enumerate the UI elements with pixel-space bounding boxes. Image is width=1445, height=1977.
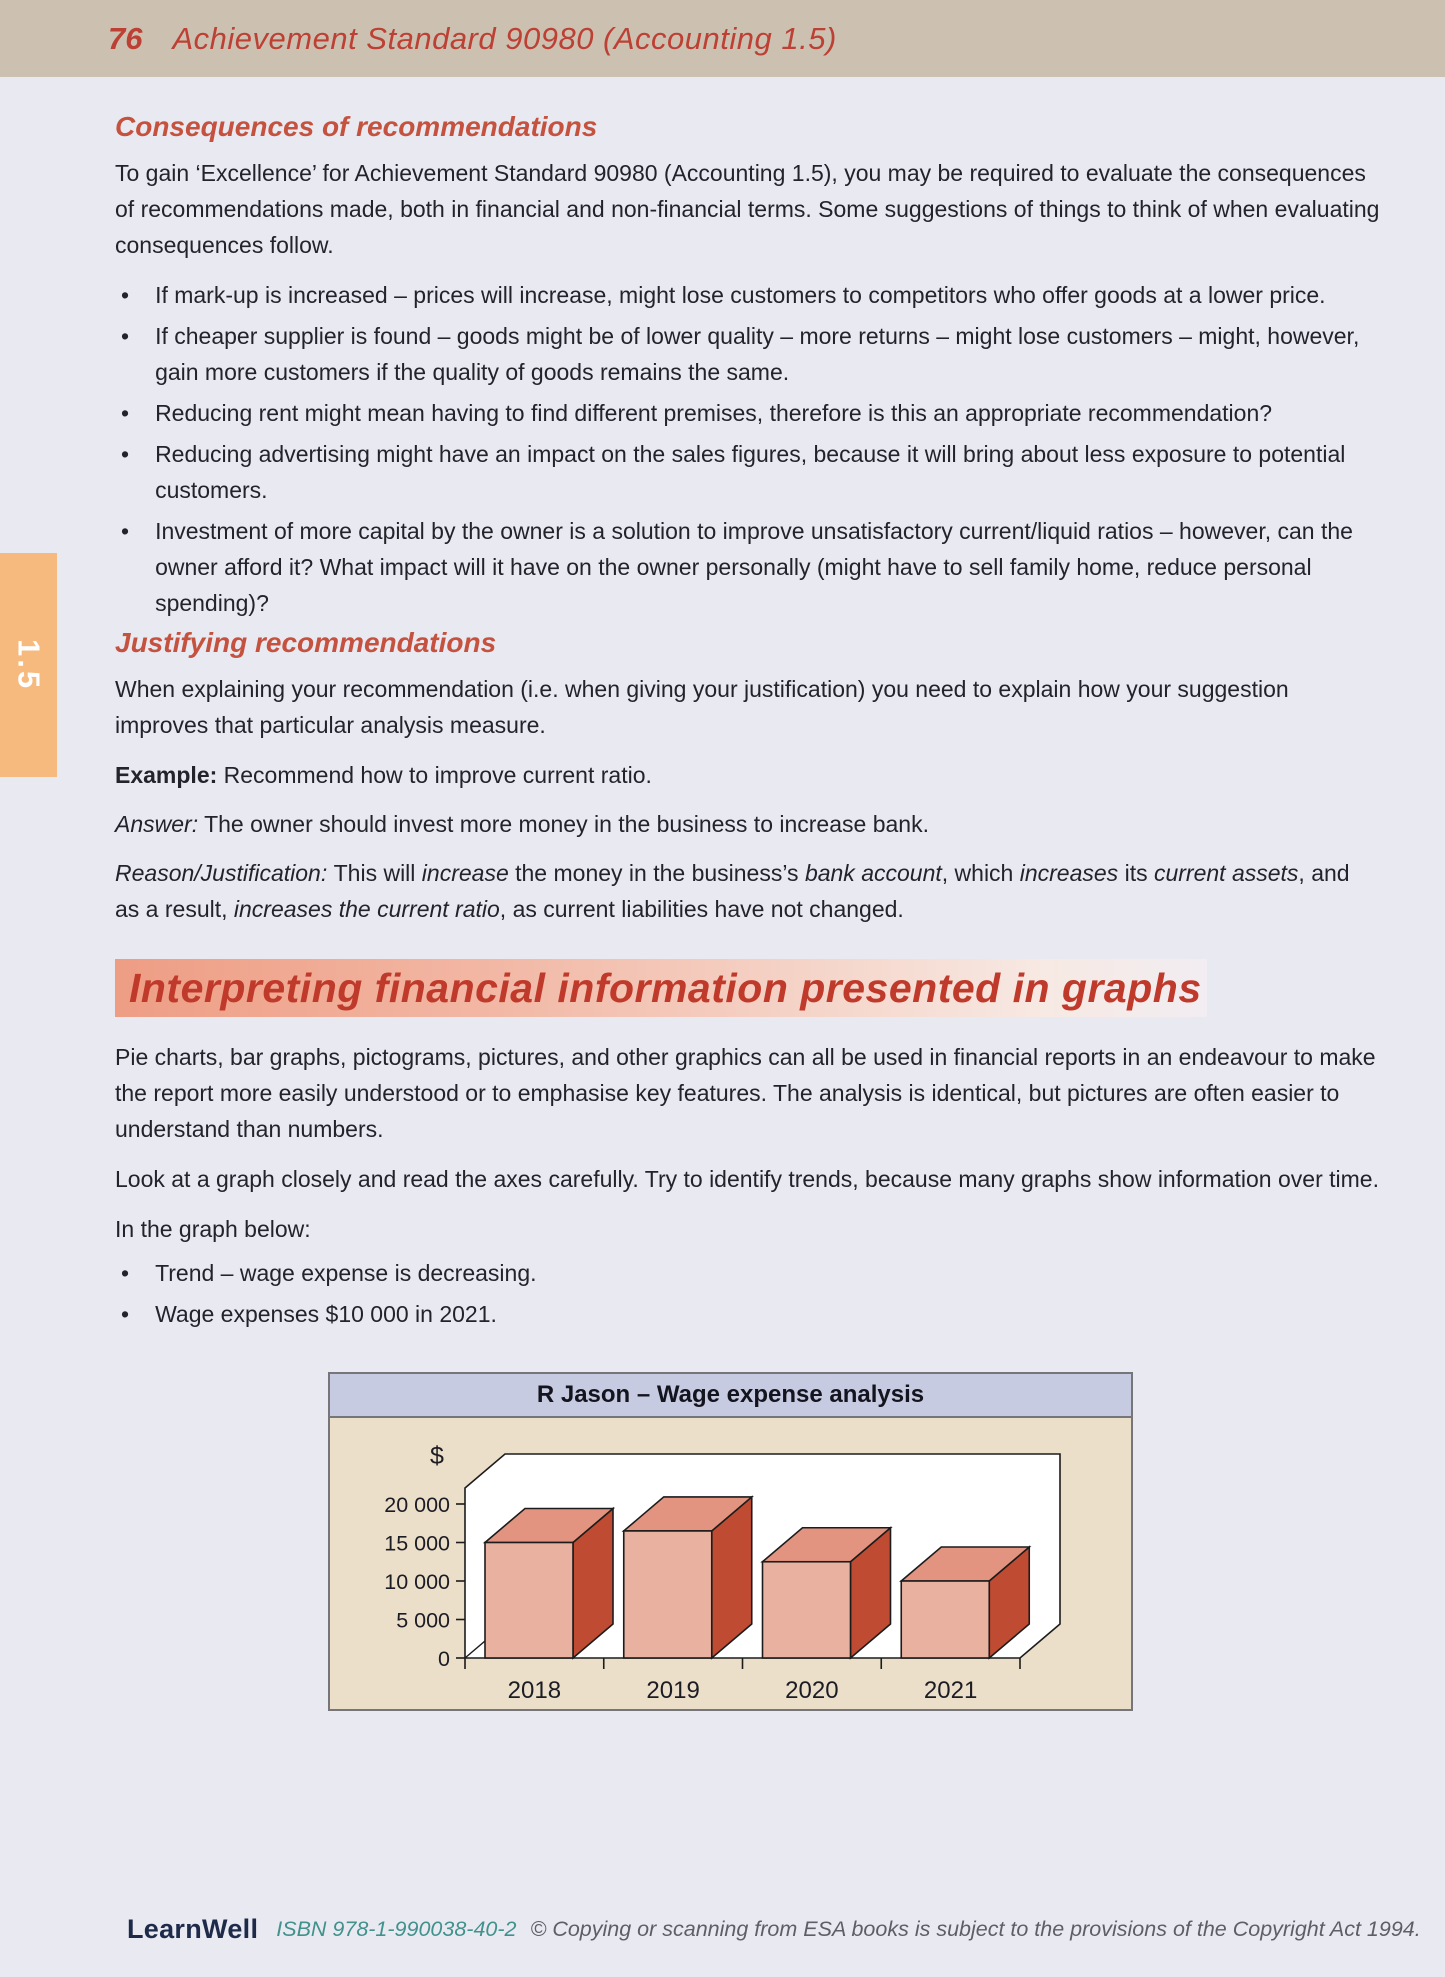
chart-title-bar <box>330 1374 1131 1418</box>
side-tab-label: 1.5 <box>11 638 47 692</box>
svg-text:10 000: 10 000 <box>384 1570 450 1594</box>
page-header-band <box>0 0 1445 77</box>
main-heading-banner <box>115 959 1207 1017</box>
copyright-text: © Copying or scanning from ESA books is subject to the provisions of the Copyright Act 1994. <box>530 1916 1421 1941</box>
main-heading: Interpreting financial information presented in graphs <box>129 964 1202 1011</box>
bullet-item <box>115 1296 1380 1332</box>
page-content <box>115 77 1380 1711</box>
page-footer <box>113 1906 1421 1952</box>
consequences-intro-paragraph: To gain ‘Excellence’ for Achievement Standard 90980 (Accounting 1.5), you may be required to evaluate the consequences of recommendations made, both in financial and non-financial terms. Some suggestions of things to think of when evaluating consequences follow. <box>115 160 1380 258</box>
bullet-item <box>115 395 1380 431</box>
chart-title: R Jason – Wage expense analysis <box>536 1381 925 1408</box>
bullet-marker: • <box>121 323 130 349</box>
svg-text:$: $ <box>430 1442 444 1470</box>
svg-text:2018: 2018 <box>507 1677 562 1704</box>
page-number: 76 <box>108 20 143 56</box>
svg-text:15 000: 15 000 <box>384 1531 450 1556</box>
consequences-bullet-list <box>115 277 1380 621</box>
svg-text:2019: 2019 <box>646 1677 700 1704</box>
graphs-bullet-list <box>115 1255 1380 1332</box>
bullet-item <box>115 1255 1380 1291</box>
justifying-intro-paragraph: When explaining your recommendation (i.e. when giving your justification) you need to explain how your suggestion improves that particular analysis measure. <box>115 676 1289 738</box>
bullet-item <box>115 513 1380 621</box>
svg-text:2020: 2020 <box>785 1677 839 1704</box>
svg-text:5 000: 5 000 <box>396 1608 450 1633</box>
svg-text:2021: 2021 <box>923 1677 978 1704</box>
brand-name: LearnWell <box>127 1913 259 1944</box>
bullet-text: Wage expenses $10 000 in 2021. <box>155 1301 497 1327</box>
section-heading-justifying: Justifying recommendations <box>115 627 497 658</box>
bullet-text: Trend – wage expense is decreasing. <box>155 1260 537 1286</box>
graphs-paragraph-1: Pie charts, bar graphs, pictograms, pictures, and other graphics can all be used in financial reports in an endeavour to make the report more easily understood or to emphasise key features. The analysis is identical, but pictures are often easier to understand than numbers. <box>115 1044 1376 1142</box>
graphs-intro-line: In the graph below: <box>115 1216 311 1242</box>
bullet-text: If mark-up is increased – prices will increase, might lose customers to competitors who offer goods at a lower price. <box>155 282 1326 308</box>
page-header-title: Achievement Standard 90980 (Accounting 1.5) <box>172 20 837 56</box>
svg-text:0: 0 <box>438 1647 450 1671</box>
bullet-marker: • <box>121 518 130 544</box>
bullet-item <box>115 436 1380 508</box>
answer-paragraph: Answer: The owner should invest more money in the business to increase bank. <box>115 811 929 837</box>
wage-expense-chart <box>330 1418 1131 1709</box>
isbn-text: ISBN 978-1-990038-40-2 <box>276 1916 517 1941</box>
bullet-text: Reducing advertising might have an impact on the sales figures, because it will bring about less exposure to potential customers. <box>155 441 1346 503</box>
bullet-marker: • <box>121 400 130 426</box>
bullet-text: If cheaper supplier is found – goods might be of lower quality – more returns – might lose customers – might, however, gain more customers if the quality of goods remains the same. <box>155 323 1360 385</box>
bullet-marker: • <box>121 441 130 467</box>
bullet-text: Reducing rent might mean having to find different premises, therefore is this an appropriate recommendation? <box>155 400 1273 426</box>
bullet-marker: • <box>121 282 130 308</box>
bullet-marker: • <box>121 1260 130 1286</box>
graphs-paragraph-2: Look at a graph closely and read the axes carefully. Try to identify trends, because many graphs show information over time. <box>115 1166 1379 1192</box>
svg-text:20 000: 20 000 <box>384 1493 450 1517</box>
chart-panel <box>328 1372 1133 1711</box>
example-paragraph: Example: Recommend how to improve current ratio. <box>115 762 652 788</box>
bullet-text: Investment of more capital by the owner is a solution to improve unsatisfactory current/liquid ratios – however, can the owner afford it? What impact will it have on the owner personally (might have to sell family home, reduce personal spending)? <box>155 518 1353 616</box>
reason-justification-paragraph: Reason/Justification: This will increase the money in the business’s bank account, which increases its current assets, and as a result, increases the current ratio, as current liabilities have not changed. <box>115 860 1350 922</box>
bullet-item <box>115 318 1380 390</box>
bullet-marker: • <box>121 1301 130 1327</box>
bullet-item <box>115 277 1380 313</box>
side-tab-standard-1-5 <box>0 553 57 777</box>
section-heading-consequences: Consequences of recommendations <box>115 111 598 142</box>
